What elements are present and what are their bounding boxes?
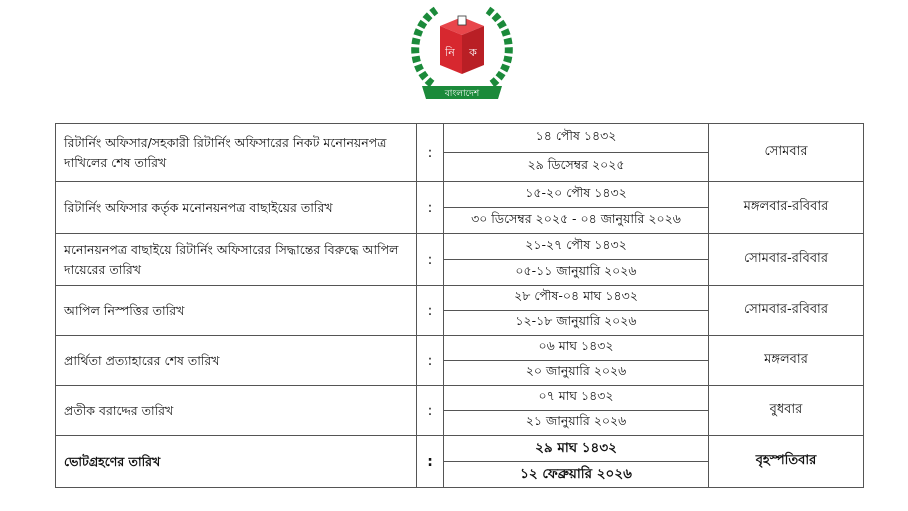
gregorian-date: ১২-১৮ জানুয়ারি ২০২৬ [444, 311, 709, 336]
table-row [56, 336, 864, 361]
gregorian-date: ৩০ ডিসেম্বর ২০২৫ - ০৪ জানুয়ারি ২০২৬ [444, 208, 709, 234]
bangla-date: ২১-২৭ পৌষ ১৪৩২ [444, 234, 709, 260]
logo-letter-right: ক [469, 46, 477, 59]
table-row [56, 386, 864, 411]
weekday: সোমবার-রবিবার [709, 234, 864, 286]
weekday: সোমবার [709, 124, 864, 182]
table-row [56, 182, 864, 208]
event-label: প্রার্থিতা প্রত্যাহারের শেষ তারিখ [56, 336, 417, 386]
ballot-box-icon [440, 16, 484, 74]
bangla-date: ১৪ পৌষ ১৪৩২ [444, 124, 709, 153]
table-row [56, 124, 864, 153]
table-row [56, 286, 864, 311]
gregorian-date: ২১ জানুয়ারি ২০২৬ [444, 411, 709, 436]
bangla-date: ০৭ মাঘ ১৪৩২ [444, 386, 709, 411]
event-label: মনোনয়নপত্র বাছাইয়ে রিটার্নিং অফিসারের সিদ্ধান্তের বিরুদ্ধে আপিল দায়েরের তারিখ [56, 234, 417, 286]
bangla-date: ১৫-২০ পৌষ ১৪৩২ [444, 182, 709, 208]
table-row [56, 234, 864, 260]
logo-banner-text: বাংলাদেশ [444, 89, 480, 99]
separator-colon: : [417, 436, 444, 488]
event-label: ভোটগ্রহণের তারিখ [56, 436, 417, 488]
event-label: প্রতীক বরাদ্দের তারিখ [56, 386, 417, 436]
separator-colon: : [417, 286, 444, 336]
gregorian-date: ০৫-১১ জানুয়ারি ২০২৬ [444, 260, 709, 286]
event-label: রিটার্নিং অফিসার/সহকারী রিটার্নিং অফিসারের নিকট মনোনয়নপত্র দাখিলের শেষ তারিখ [56, 124, 417, 182]
table-row [56, 436, 864, 462]
weekday: বৃহস্পতিবার [709, 436, 864, 488]
gregorian-date: ২৯ ডিসেম্বর ২০২৫ [444, 153, 709, 182]
election-schedule-table [55, 123, 864, 488]
separator-colon: : [417, 182, 444, 234]
event-label: রিটার্নিং অফিসার কর্তৃক মনোনয়নপত্র বাছাইয়ের তারিখ [56, 182, 417, 234]
weekday: সোমবার-রবিবার [709, 286, 864, 336]
bangla-date: ০৬ মাঘ ১৪৩২ [444, 336, 709, 361]
separator-colon: : [417, 124, 444, 182]
gregorian-date: ২০ জানুয়ারি ২০২৬ [444, 361, 709, 386]
separator-colon: : [417, 234, 444, 286]
event-label: আপিল নিস্পত্তির তারিখ [56, 286, 417, 336]
bangla-date: ২৯ মাঘ ১৪৩২ [444, 436, 709, 462]
separator-colon: : [417, 336, 444, 386]
separator-colon: : [417, 386, 444, 436]
bangla-date: ২৮ পৌষ-০৪ মাঘ ১৪৩২ [444, 286, 709, 311]
gregorian-date: ১২ ফেব্রুয়ারি ২০২৬ [444, 462, 709, 488]
logo-letter-left: নি [445, 46, 455, 59]
weekday: মঙ্গলবার-রবিবার [709, 182, 864, 234]
election-commission-logo [402, 2, 522, 106]
weekday: বুধবার [709, 386, 864, 436]
weekday: মঙ্গলবার [709, 336, 864, 386]
